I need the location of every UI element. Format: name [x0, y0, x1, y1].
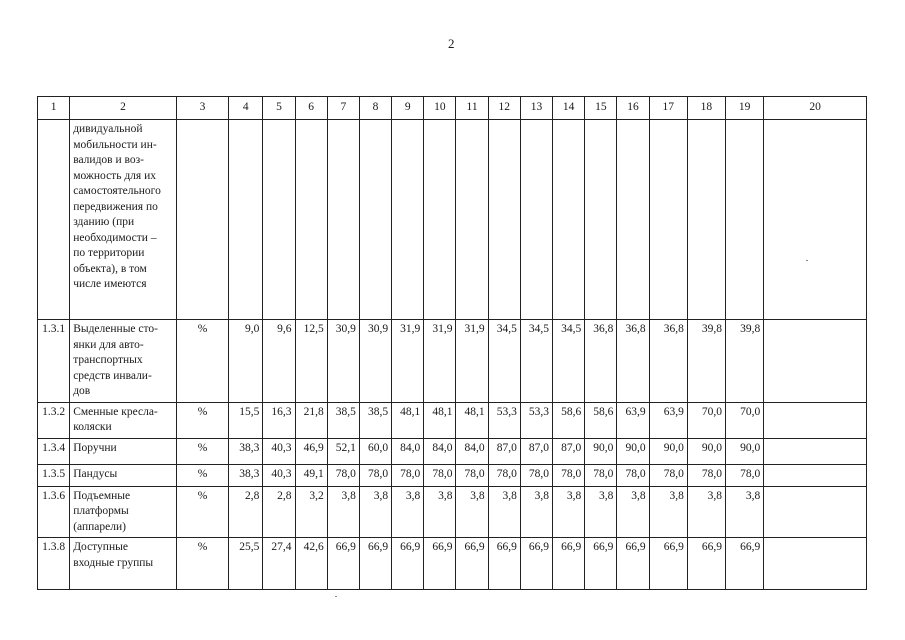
indicator-name-line: передвижения по [73, 200, 158, 213]
column-number-header: 13 [520, 97, 552, 120]
empty-cell [585, 120, 617, 320]
value-cell: 34,5 [488, 320, 520, 403]
value-cell: 58,6 [585, 402, 617, 438]
table-row [38, 402, 867, 438]
value-cell: 3,8 [456, 486, 488, 538]
indicator-name-line: платформы [73, 505, 129, 517]
indicator-code: 1.3.2 [38, 402, 70, 438]
table-row [38, 320, 867, 403]
value-cell: 78,0 [456, 464, 488, 486]
value-cell: 40,3 [263, 438, 295, 464]
value-cell: 3,8 [520, 486, 552, 538]
value-cell: 52,1 [327, 438, 359, 464]
value-cell: 78,0 [327, 464, 359, 486]
indicator-name-line: входные группы [73, 556, 154, 569]
value-cell: 70,0 [687, 402, 725, 438]
indicator-name-line: числе имеются [73, 278, 147, 290]
value-cell: 78,0 [649, 464, 687, 486]
value-cell: 78,0 [392, 464, 424, 486]
value-cell: 66,9 [456, 538, 488, 590]
value-cell [764, 464, 867, 486]
indicator-name-line: средств инвали- [73, 369, 152, 382]
value-cell: 15,5 [229, 402, 263, 438]
value-cell: 3,8 [585, 486, 617, 538]
value-cell: 66,9 [585, 538, 617, 590]
value-cell: 31,9 [456, 320, 488, 403]
empty-cell [229, 120, 263, 320]
value-cell: 3,8 [424, 486, 456, 538]
value-cell: 48,1 [392, 402, 424, 438]
table-row [38, 438, 867, 464]
empty-cell [617, 120, 649, 320]
value-cell: 38,5 [327, 402, 359, 438]
indicator-name-line: можность для их [73, 169, 156, 182]
value-cell: 87,0 [488, 438, 520, 464]
value-cell: 21,8 [295, 402, 327, 438]
value-cell: 60,0 [359, 438, 391, 464]
indicator-name-line: мобильности ин- [73, 138, 157, 151]
empty-cell [424, 120, 456, 320]
value-cell: 3,8 [553, 486, 585, 538]
indicator-code: 1.3.1 [38, 320, 70, 403]
value-cell: 31,9 [424, 320, 456, 403]
empty-cell [295, 120, 327, 320]
value-cell: 16,3 [263, 402, 295, 438]
value-cell: 30,9 [327, 320, 359, 403]
column-number-header: 3 [176, 97, 228, 120]
indicator-code: 1.3.5 [38, 464, 70, 486]
value-cell: 66,9 [392, 538, 424, 590]
unit-cell: % [176, 538, 228, 590]
value-cell: 27,4 [263, 538, 295, 590]
indicator-name-line: (аппарели) [73, 520, 126, 533]
empty-cell [263, 120, 295, 320]
indicator-name-line: самостоятельного [73, 185, 161, 197]
value-cell: 3,8 [726, 486, 764, 538]
value-cell: 78,0 [424, 464, 456, 486]
indicator-name-line: Доступные [73, 541, 128, 553]
column-number-header: 14 [553, 97, 585, 120]
column-number-header: 5 [263, 97, 295, 120]
value-cell: 39,8 [687, 320, 725, 403]
value-cell: 66,9 [359, 538, 391, 590]
value-cell: 66,9 [327, 538, 359, 590]
column-number-header: 1 [38, 97, 70, 120]
page-number: 2 [448, 36, 455, 51]
indicator-name-line: дивидуальной [73, 123, 143, 135]
column-number-header: 16 [617, 97, 649, 120]
empty-cell [553, 120, 585, 320]
value-cell: 2,8 [229, 486, 263, 538]
indicator-code: 1.3.8 [38, 538, 70, 590]
scan-speck [335, 596, 337, 597]
value-cell: 78,0 [359, 464, 391, 486]
value-cell: 84,0 [392, 438, 424, 464]
indicator-name-line: Поручни [73, 441, 117, 454]
value-cell: 53,3 [488, 402, 520, 438]
value-cell: 53,3 [520, 402, 552, 438]
table-row [38, 486, 867, 538]
value-cell: 66,9 [617, 538, 649, 590]
unit-cell: % [176, 438, 228, 464]
empty-cell [456, 120, 488, 320]
column-number-header: 17 [649, 97, 687, 120]
indicator-name-line: объекта), в том [73, 262, 147, 275]
scan-speck [806, 260, 808, 261]
value-cell: 3,8 [488, 486, 520, 538]
empty-cell [726, 120, 764, 320]
value-cell: 36,8 [585, 320, 617, 403]
indicator-name-cell [70, 120, 177, 320]
indicator-code: 1.3.6 [38, 486, 70, 538]
data-table [37, 96, 867, 590]
value-cell: 42,6 [295, 538, 327, 590]
value-cell: 78,0 [726, 464, 764, 486]
value-cell: 34,5 [520, 320, 552, 403]
indicator-name-line: янки для авто- [73, 338, 144, 351]
column-number-header: 9 [392, 97, 424, 120]
empty-cell [392, 120, 424, 320]
value-cell: 84,0 [424, 438, 456, 464]
value-cell [764, 320, 867, 403]
value-cell: 3,8 [359, 486, 391, 538]
indicator-name-line: дов [73, 385, 91, 397]
unit-cell: % [176, 320, 228, 403]
indicator-name-line: валидов и воз- [73, 154, 144, 166]
value-cell [764, 438, 867, 464]
indicator-name-cell [70, 486, 177, 538]
value-cell: 66,9 [726, 538, 764, 590]
table-row-continuation [38, 120, 867, 320]
empty-cell [359, 120, 391, 320]
value-cell: 3,8 [392, 486, 424, 538]
column-number-header: 11 [456, 97, 488, 120]
column-number-header: 2 [70, 97, 177, 120]
empty-cell [687, 120, 725, 320]
value-cell: 70,0 [726, 402, 764, 438]
indicator-name-cell [70, 538, 177, 590]
value-cell: 49,1 [295, 464, 327, 486]
value-cell [764, 486, 867, 538]
value-cell [764, 538, 867, 590]
indicator-name-line: Сменные кресла- [73, 405, 158, 418]
column-number-header: 12 [488, 97, 520, 120]
value-cell: 66,9 [687, 538, 725, 590]
value-cell: 78,0 [687, 464, 725, 486]
indicator-name-cell [70, 464, 177, 486]
table-row [38, 538, 867, 590]
value-cell: 78,0 [488, 464, 520, 486]
table-row [38, 464, 867, 486]
value-cell: 66,9 [424, 538, 456, 590]
table-header-row [38, 97, 867, 120]
value-cell: 78,0 [520, 464, 552, 486]
unit-cell: % [176, 486, 228, 538]
indicator-name-line: коляски [73, 421, 112, 433]
column-number-header: 6 [295, 97, 327, 120]
value-cell: 2,8 [263, 486, 295, 538]
value-cell: 87,0 [553, 438, 585, 464]
value-cell: 48,1 [424, 402, 456, 438]
indicator-name-cell [70, 320, 177, 403]
unit-cell: % [176, 464, 228, 486]
value-cell: 66,9 [488, 538, 520, 590]
value-cell: 63,9 [617, 402, 649, 438]
value-cell: 34,5 [553, 320, 585, 403]
empty-cell [764, 120, 867, 320]
column-number-header: 8 [359, 97, 391, 120]
value-cell: 31,9 [392, 320, 424, 403]
column-number-header: 15 [585, 97, 617, 120]
value-cell: 87,0 [520, 438, 552, 464]
value-cell: 36,8 [649, 320, 687, 403]
unit-cell: % [176, 402, 228, 438]
value-cell: 9,0 [229, 320, 263, 403]
value-cell: 78,0 [585, 464, 617, 486]
value-cell: 36,8 [617, 320, 649, 403]
value-cell: 3,8 [687, 486, 725, 538]
column-number-header: 19 [726, 97, 764, 120]
empty-cell [520, 120, 552, 320]
value-cell: 66,9 [649, 538, 687, 590]
empty-cell [649, 120, 687, 320]
value-cell: 40,3 [263, 464, 295, 486]
value-cell: 3,8 [649, 486, 687, 538]
column-number-header: 10 [424, 97, 456, 120]
indicator-name-line: необходимости – [73, 231, 157, 244]
column-number-header: 20 [764, 97, 867, 120]
empty-cell [488, 120, 520, 320]
column-number-header: 18 [687, 97, 725, 120]
value-cell: 66,9 [520, 538, 552, 590]
value-cell: 3,8 [327, 486, 359, 538]
value-cell: 38,3 [229, 438, 263, 464]
value-cell: 48,1 [456, 402, 488, 438]
value-cell: 3,8 [617, 486, 649, 538]
value-cell: 58,6 [553, 402, 585, 438]
value-cell: 30,9 [359, 320, 391, 403]
value-cell: 90,0 [617, 438, 649, 464]
value-cell: 84,0 [456, 438, 488, 464]
value-cell: 90,0 [687, 438, 725, 464]
indicator-name-line: зданию (при [73, 216, 135, 228]
code-cell [38, 120, 70, 320]
empty-cell [327, 120, 359, 320]
value-cell: 46,9 [295, 438, 327, 464]
indicator-name-line: Выделенные сто- [73, 323, 158, 335]
indicator-name-cell [70, 402, 177, 438]
value-cell: 9,6 [263, 320, 295, 403]
value-cell: 90,0 [585, 438, 617, 464]
indicator-name-line: по территории [73, 247, 145, 259]
empty-cell [176, 120, 228, 320]
indicator-name-line: Подъемные [73, 489, 131, 502]
value-cell: 63,9 [649, 402, 687, 438]
indicator-name-line: Пандусы [73, 467, 118, 480]
column-number-header: 4 [229, 97, 263, 120]
value-cell [764, 402, 867, 438]
column-number-header: 7 [327, 97, 359, 120]
value-cell: 12,5 [295, 320, 327, 403]
indicator-name-cell [70, 438, 177, 464]
value-cell: 78,0 [617, 464, 649, 486]
value-cell: 39,8 [726, 320, 764, 403]
value-cell: 38,5 [359, 402, 391, 438]
value-cell: 90,0 [726, 438, 764, 464]
indicator-code: 1.3.4 [38, 438, 70, 464]
value-cell: 38,3 [229, 464, 263, 486]
value-cell: 66,9 [553, 538, 585, 590]
value-cell: 3,2 [295, 486, 327, 538]
value-cell: 78,0 [553, 464, 585, 486]
value-cell: 25,5 [229, 538, 263, 590]
value-cell: 90,0 [649, 438, 687, 464]
indicator-name-line: транспортных [73, 354, 143, 366]
